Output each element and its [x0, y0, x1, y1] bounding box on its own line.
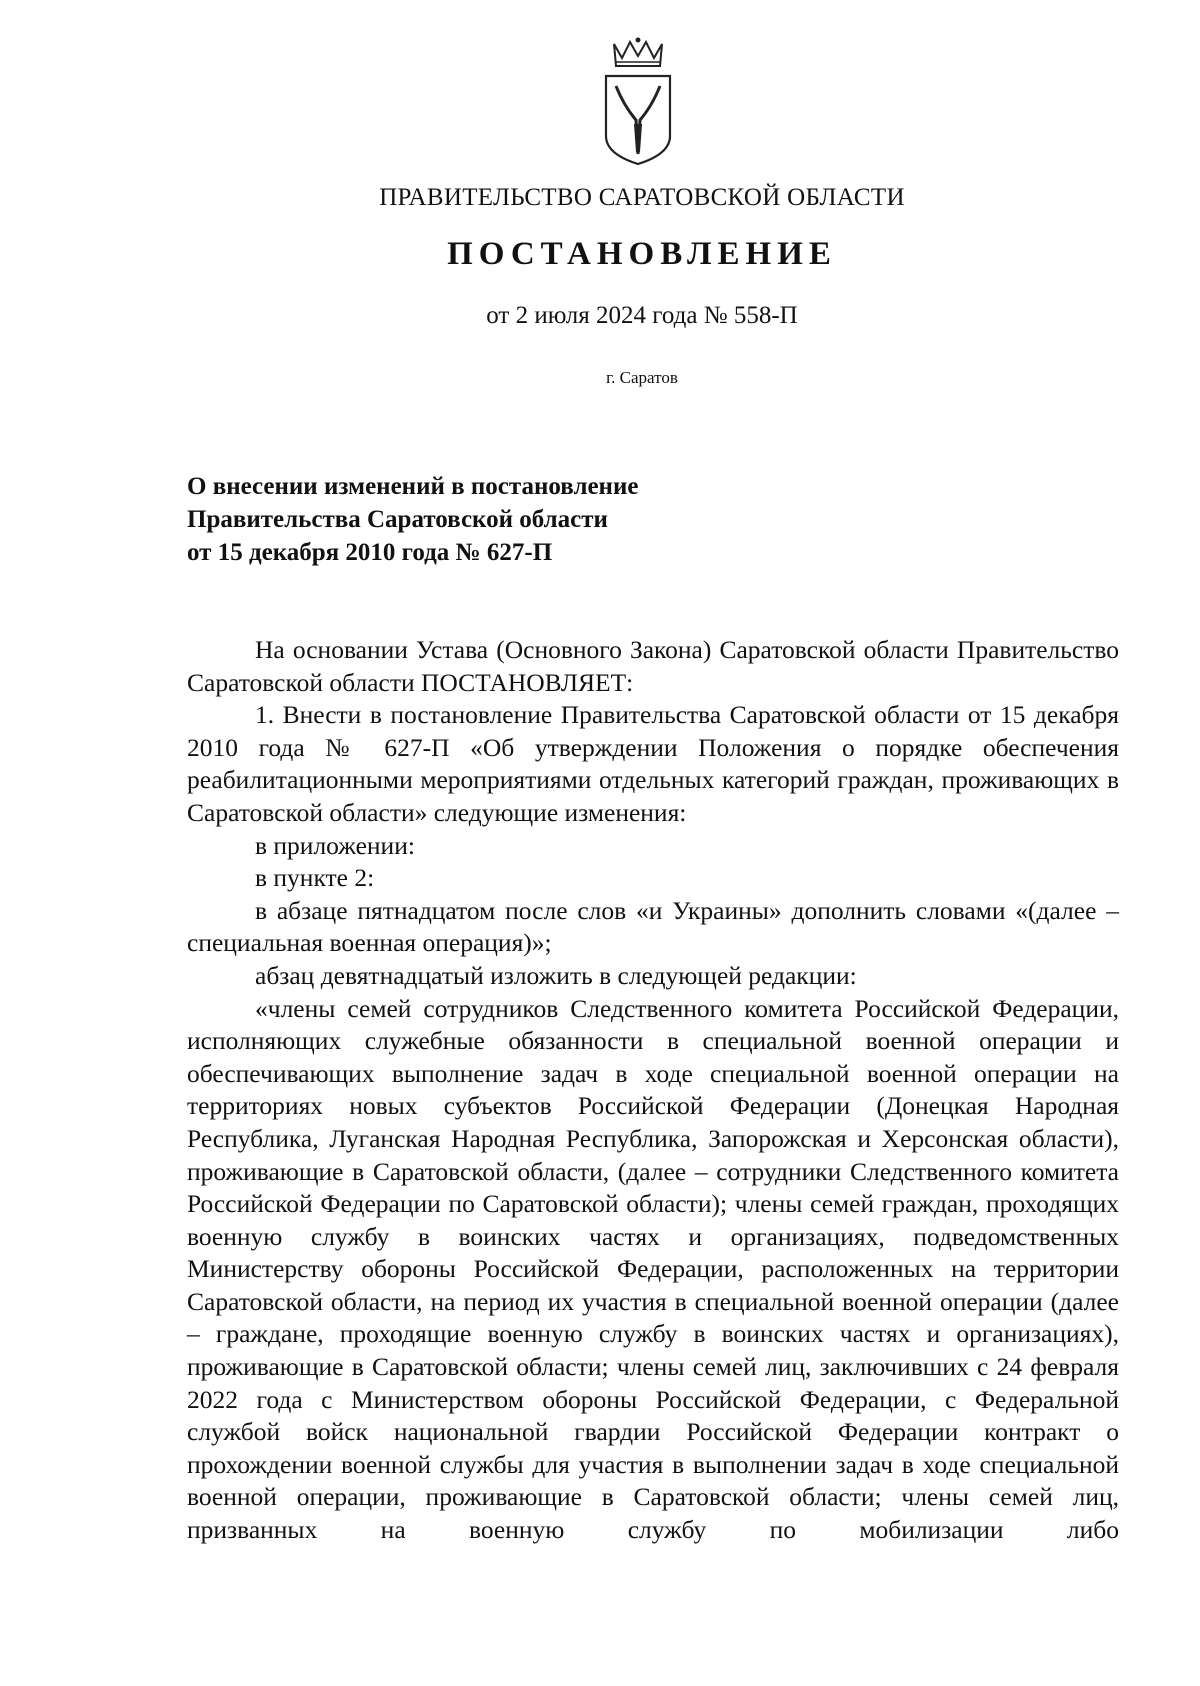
- title-line: О внесении изменений в постановление: [187, 473, 639, 500]
- document-title: [187, 470, 638, 569]
- paragraph: 1. Внести в постановление Правительства Саратовской области от 15 декабря 2010 года № 627-П «Об утверждении Положения о порядке обеспечения реабилитационными мероприятиями отдельных категорий граждан, проживающих в Саратовской области» следующие изменения:: [187, 700, 1119, 827]
- paragraph: в приложении:: [255, 830, 415, 860]
- document-type: ПОСТАНОВЛЕНИЕ: [447, 236, 837, 272]
- title-line: Правительства Саратовской области: [187, 506, 608, 533]
- paragraph: «члены семей сотрудников Следственного комитета Российской Федерации, исполняющих служебные обязанности в специальной военной операции и обеспечивающих выполнение задач в ходе специальной военной операции на территориях новых субъектов Российской Федерации (Донецкая Народная Республика, Луганская Народная Республика, Запорожская и Херсонская области), проживающие в Саратовской области, (далее – сотрудники Следственного комитета Российской Федерации по Саратовской области); члены семей граждан, проходящих военную службу в воинских частях и организациях, подведомственных Министерству обороны Российской Федерации, расположенных на территории Саратовской области, на период их участия в специальной военной операции (далее – граждане, проходящие военную службу в воинских частях и организациях), проживающие в Саратовской области; члены семей лиц, заключивших с 24 февраля 2022 года с Министерством обороны Российской Федерации, с Федеральной службой войск национальной гвардии Российской Федерации контракт о прохождении военной службы для участия в выполнении задач в ходе специальной военной операции, проживающие в Саратовской области; члены семей лиц, призванных на военную службу по мобилизации либо: [187, 993, 1119, 1545]
- paragraph: абзац девятнадцатый изложить в следующей редакции:: [255, 960, 857, 990]
- coat-of-arms-icon: [600, 36, 676, 168]
- city: г. Саратов: [606, 368, 678, 387]
- title-line: от 15 декабря 2010 года № 627-П: [187, 539, 553, 566]
- government-name: ПРАВИТЕЛЬСТВО САРАТОВСКОЙ ОБЛАСТИ: [379, 184, 905, 211]
- paragraph: в абзаце пятнадцатом после слов «и Украины» дополнить словами «(далее – специальная военная операция)»;: [187, 895, 1119, 958]
- paragraph: в пункте 2:: [255, 863, 375, 893]
- document-body: [187, 634, 1119, 1547]
- paragraph: На основании Устава (Основного Закона) Саратовской области Правительство Саратовской области ПОСТАНОВЛЯЕТ:: [187, 635, 1119, 697]
- date-number: от 2 июля 2024 года № 558-П: [486, 302, 798, 329]
